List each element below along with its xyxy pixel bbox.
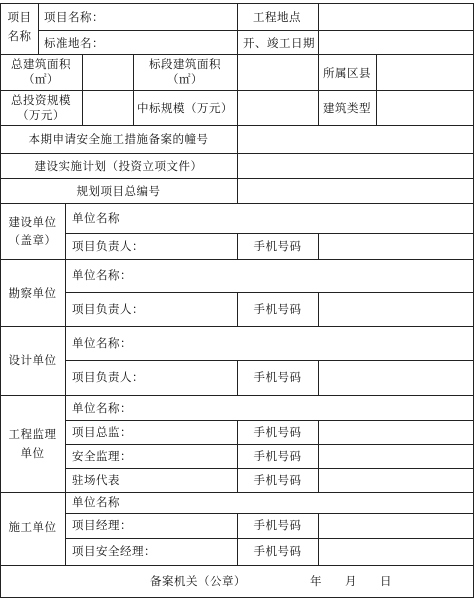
col-line <box>237 125 238 204</box>
survey-leader-label: 项目负责人： <box>72 302 144 316</box>
design-unit-name-label: 单位名称： <box>72 336 132 350</box>
row-line <box>0 597 474 598</box>
day-label: 日 <box>380 574 392 588</box>
project-manager-phone-label: 手机号码 <box>253 518 302 532</box>
survey-phone-label: 手机号码 <box>253 302 302 316</box>
builder-label: 建设单位 <box>8 215 57 229</box>
safety-supervisor-label: 安全监理： <box>72 449 132 463</box>
col-line <box>237 54 238 126</box>
design-leader-label: 项目负责人： <box>72 370 144 384</box>
project-location-label: 工程地点 <box>253 10 301 24</box>
start-end-date-label: 开、竣工日期 <box>243 36 315 50</box>
col-line <box>318 292 319 327</box>
supervision-unit-label-2: 单位 <box>20 446 45 460</box>
building-type-label: 建筑类型 <box>323 101 371 115</box>
site-representative-phone-label: 手机号码 <box>253 473 302 487</box>
col-line <box>82 54 83 126</box>
row-line <box>38 30 474 31</box>
col-line <box>376 54 377 126</box>
district-label: 所属区县 <box>323 66 371 80</box>
total-investment-unit: （万元） <box>17 108 65 122</box>
row-line <box>65 420 474 421</box>
row-line <box>65 233 474 234</box>
col-line <box>237 3 238 55</box>
project-label-1: 项目 <box>7 10 32 24</box>
bid-scale-label: 中标规模（万元） <box>137 101 233 115</box>
standard-name-label: 标准地名： <box>44 36 104 50</box>
safety-manager-phone-label: 手机号码 <box>253 544 302 558</box>
implementation-plan-label: 建设实施计划（投资立项文件） <box>34 159 203 173</box>
row-line <box>65 292 474 293</box>
site-representative-label: 驻场代表 <box>72 473 120 487</box>
row-line <box>65 513 474 514</box>
chief-supervisor-label: 项目总监： <box>72 425 132 439</box>
design-unit-label: 设计单位 <box>8 353 57 367</box>
supervision-unit-name-label: 单位名称： <box>72 401 132 415</box>
construction-unit-label: 施工单位 <box>8 520 57 534</box>
chief-supervisor-phone-label: 手机号码 <box>253 425 302 439</box>
planning-number-label: 规划项目总编号 <box>76 184 161 198</box>
year-label: 年 <box>310 574 322 588</box>
building-numbers-label: 本期申请安全施工措施备案的幢号 <box>28 132 209 146</box>
col-line <box>318 233 319 260</box>
builder-seal-label: （盖章） <box>8 233 57 247</box>
total-investment-label: 总投资规模 <box>11 93 71 107</box>
col-line <box>318 360 319 396</box>
survey-unit-label: 勘察单位 <box>8 286 57 300</box>
row-line <box>65 538 474 539</box>
safety-supervisor-phone-label: 手机号码 <box>253 449 302 463</box>
row-line <box>65 360 474 361</box>
construction-unit-name-label: 单位名称 <box>72 495 120 509</box>
row-line <box>65 468 474 469</box>
month-label: 月 <box>345 574 357 588</box>
project-label-2: 名称 <box>7 29 32 43</box>
col-line <box>318 3 319 55</box>
design-phone-label: 手机号码 <box>253 370 302 384</box>
col-line <box>318 420 319 493</box>
col-line <box>38 3 39 55</box>
filing-agency-seal-label: 备案机关（公章） <box>150 574 246 588</box>
row-line <box>65 444 474 445</box>
builder-leader-label: 项目负责人： <box>72 239 144 253</box>
project-name-label: 项目名称： <box>44 10 104 24</box>
builder-unit-name-label: 单位名称 <box>72 211 120 225</box>
section-area-label: 标段建筑面积 <box>149 57 221 71</box>
safety-manager-label: 项目安全经理： <box>72 544 156 558</box>
total-area-label: 总建筑面积 <box>11 57 71 71</box>
survey-unit-name-label: 单位名称： <box>72 268 132 282</box>
total-area-unit: （㎡） <box>23 72 59 86</box>
col-line <box>65 203 66 566</box>
col-line <box>318 54 319 126</box>
section-area-unit: （㎡） <box>167 72 203 86</box>
builder-phone-label: 手机号码 <box>253 239 302 253</box>
supervision-unit-label: 工程监理 <box>8 427 57 441</box>
col-line <box>318 513 319 566</box>
project-manager-label: 项目经理： <box>72 518 132 532</box>
